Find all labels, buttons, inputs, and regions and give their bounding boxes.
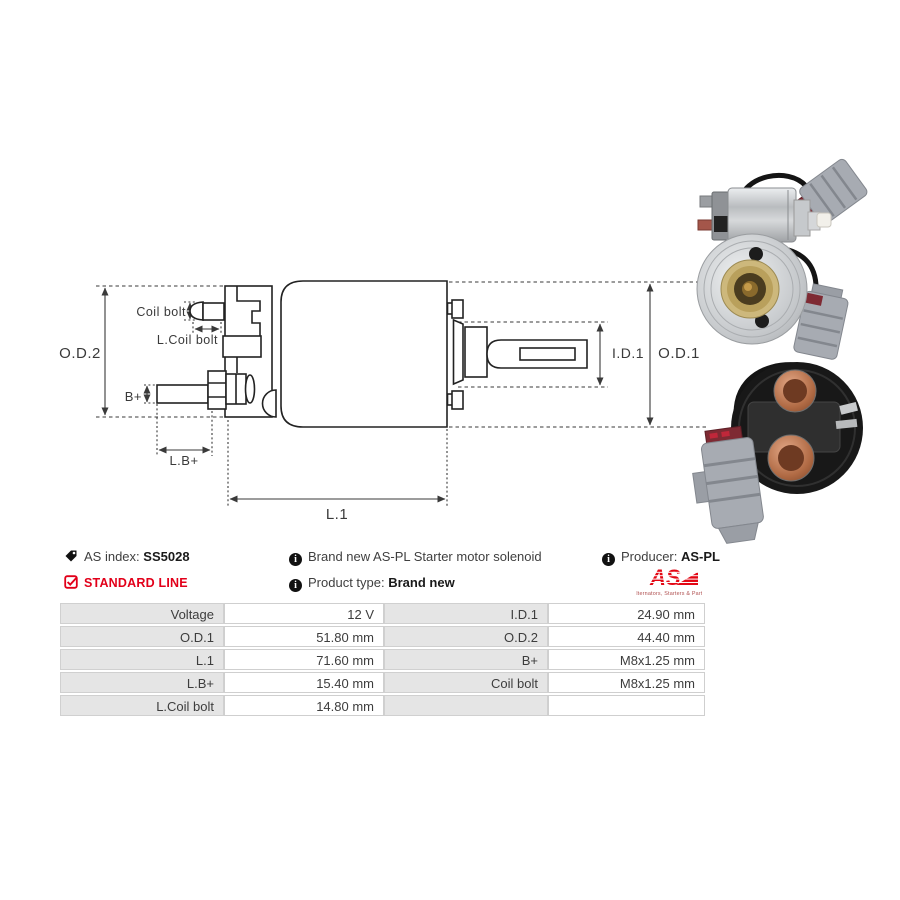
photo2-hole-top	[749, 247, 763, 261]
producer	[602, 549, 720, 566]
spec-value: 14.80 mm	[224, 695, 384, 716]
product-description	[289, 549, 542, 566]
standard-line-label: STANDARD LINE	[84, 576, 188, 590]
photo-rear-view	[687, 362, 863, 547]
producer-label: Producer:	[621, 549, 678, 564]
product-type	[289, 575, 455, 592]
as-index-value: SS5028	[143, 549, 190, 564]
spec-value: 15.40 mm	[224, 672, 384, 693]
dim-label-od2: O.D.2	[59, 345, 101, 362]
dim-label-coil-bolt: Coil bolt	[136, 305, 186, 319]
photo1-can	[728, 188, 796, 242]
spec-value: 44.40 mm	[548, 626, 705, 647]
spec-table	[60, 603, 705, 716]
checkbox-checked-icon	[64, 575, 78, 592]
as-index	[64, 549, 190, 566]
as-index-label: AS index:	[84, 549, 140, 564]
dim-label-l1: L.1	[325, 506, 349, 523]
spec-label: Coil bolt	[384, 672, 548, 693]
info-icon: i	[289, 553, 302, 566]
solenoid-can	[281, 281, 447, 427]
as-logo-tagline: Alternators, Starters & Parts	[636, 591, 702, 597]
spec-value: M8x1.25 mm	[548, 649, 705, 670]
product-type-value: Brand new	[388, 575, 455, 590]
standard-line	[64, 575, 188, 592]
dim-label-id1: I.D.1	[611, 345, 645, 361]
producer-value: AS-PL	[681, 549, 720, 564]
info-icon: i	[602, 553, 615, 566]
coil-bolt-thread-boss	[223, 336, 261, 357]
photo1-bolt	[700, 196, 713, 207]
plunger-drawing	[454, 320, 588, 384]
photo1-plunger-tip	[817, 213, 831, 227]
info-icon: i	[289, 579, 302, 592]
product-photos	[680, 155, 900, 550]
tag-icon	[64, 549, 78, 566]
spec-label: O.D.2	[384, 626, 548, 647]
dim-label-lbplus: L.B+	[169, 453, 199, 468]
dim-label-l-coil-bolt: L.Coil bolt	[156, 333, 218, 347]
photo-side-view	[698, 157, 869, 242]
description-text: Brand new AS-PL Starter motor solenoid	[308, 549, 542, 564]
spec-label: L.1	[60, 649, 224, 670]
photo-front-view	[697, 234, 851, 360]
spec-value	[548, 695, 705, 716]
as-pl-logo	[636, 566, 702, 605]
spec-label: O.D.1	[60, 626, 224, 647]
spec-label: B+	[384, 649, 548, 670]
dim-label-bplus: B+	[124, 389, 142, 404]
spec-value: 24.90 mm	[548, 603, 705, 624]
spec-label: Voltage	[60, 603, 224, 624]
spec-value: 12 V	[224, 603, 384, 624]
as-logo-letters: AS	[650, 566, 681, 590]
b-plus-stud-drawing	[157, 371, 255, 409]
spec-label: I.D.1	[384, 603, 548, 624]
spec-value: 71.60 mm	[224, 649, 384, 670]
coil-bolt-drawing	[190, 302, 224, 320]
spec-value: 51.80 mm	[224, 626, 384, 647]
spec-value: M8x1.25 mm	[548, 672, 705, 693]
solenoid-technical-drawing	[55, 255, 715, 530]
spec-label: L.Coil bolt	[60, 695, 224, 716]
solenoid-outline	[157, 281, 587, 427]
spec-label	[384, 695, 548, 716]
spec-label: L.B+	[60, 672, 224, 693]
photo1-stud	[698, 220, 713, 230]
dim-label-od1: O.D.1	[658, 345, 700, 362]
product-type-label: Product type:	[308, 575, 385, 590]
